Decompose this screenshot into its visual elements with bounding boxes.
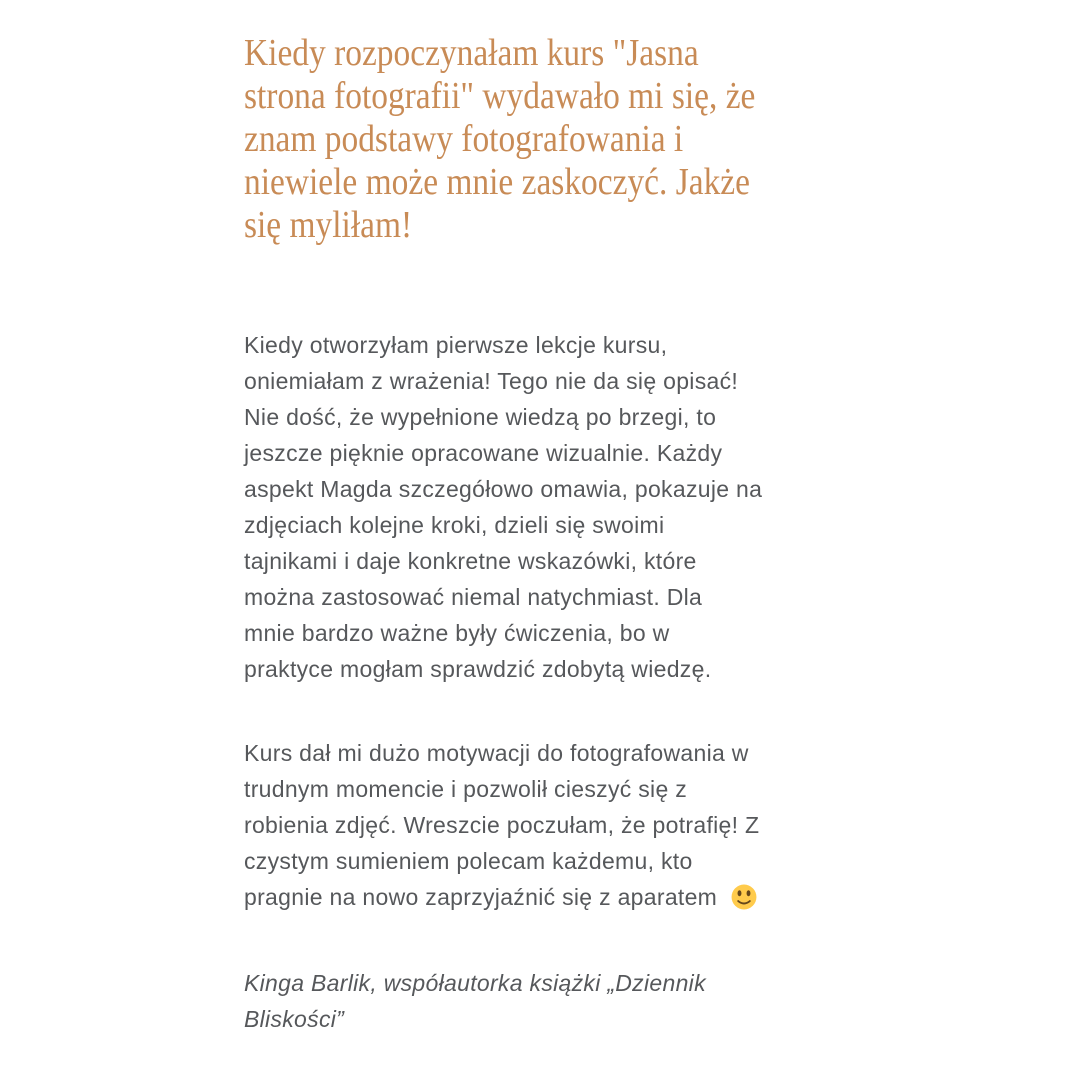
testimonial-attribution: [244, 965, 864, 1037]
paragraph-line: praktyce mogłam sprawdzić zdobytą wiedzę.: [244, 656, 712, 682]
testimonial-content: [244, 32, 864, 1037]
paragraph-line: jeszcze pięknie opracowane wizualnie. Każdy: [244, 440, 723, 466]
paragraph-line: mnie bardzo ważne były ćwiczenia, bo w: [244, 620, 670, 646]
testimonial-heading: [244, 32, 864, 247]
heading-line: się myliłam!: [244, 204, 413, 246]
paragraph-line: robienia zdjęć. Wreszcie poczułam, że potrafię! Z: [244, 812, 760, 838]
paragraph-line: aspekt Magda szczegółowo omawia, pokazuje na: [244, 476, 763, 502]
paragraph-line: tajnikami i daje konkretne wskazówki, które: [244, 548, 697, 574]
attribution-line: Bliskości”: [244, 1006, 345, 1032]
heading-line: znam podstawy fotografowania i: [244, 118, 684, 160]
paragraph-line-text: pragnie na nowo zaprzyjaźnić się z aparatem: [244, 884, 718, 910]
paragraph-line: czystym sumieniem polecam każdemu, kto: [244, 848, 693, 874]
paragraph-line: zdjęciach kolejne kroki, dzieli się swoimi: [244, 512, 665, 538]
paragraph-line: Kiedy otworzyłam pierwsze lekcje kursu,: [244, 332, 668, 358]
slightly-smiling-face-emoji-icon: [730, 883, 758, 911]
paragraph-line: trudnym momencie i pozwolił cieszyć się z: [244, 776, 688, 802]
heading-line: Kiedy rozpoczynałam kurs "Jasna: [244, 32, 699, 74]
paragraph-line: oniemiałam z wrażenia! Tego nie da się opisać!: [244, 368, 739, 394]
attribution-line: Kinga Barlik, współautorka książki „Dziennik: [244, 970, 706, 996]
paragraph-line: [244, 879, 864, 915]
testimonial-paragraph-2: [244, 735, 864, 915]
paragraph-line: Nie dość, że wypełnione wiedzą po brzegi, to: [244, 404, 717, 430]
heading-line: strona fotografii" wydawało mi się, że: [244, 75, 756, 117]
heading-line: niewiele może mnie zaskoczyć. Jakże: [244, 161, 750, 203]
paragraph-line: można zastosować niemal natychmiast. Dla: [244, 584, 703, 610]
testimonial-paragraph-1: [244, 327, 864, 687]
paragraph-line: Kurs dał mi dużo motywacji do fotografowania w: [244, 740, 749, 766]
